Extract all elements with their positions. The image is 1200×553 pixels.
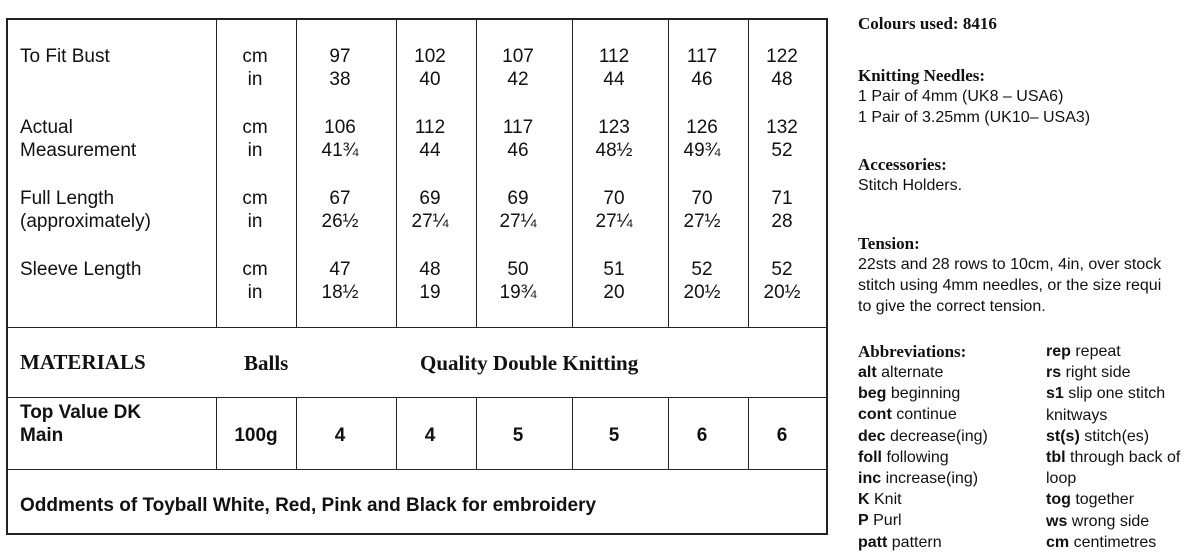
tension-heading: Tension: [858, 234, 920, 253]
ball-quantity: 5 [512, 425, 524, 446]
colours-used: Colours used: 8416 [858, 14, 997, 33]
abbreviation-item [1046, 489, 1134, 510]
abbreviation-item [1046, 341, 1121, 362]
abbreviation-key: P [858, 512, 869, 530]
value-in: 44 [603, 69, 625, 90]
column-divider [476, 20, 477, 327]
value-cm: 69 [419, 188, 441, 209]
ball-quantity: 6 [776, 425, 788, 446]
unit-cm: cm [242, 46, 268, 67]
abbreviation-meaning: repeat [1070, 343, 1121, 360]
value-cm: 122 [766, 46, 798, 67]
tension-line-3: to give the correct tension. [858, 298, 1046, 315]
value-in: 42 [507, 69, 529, 90]
value-in: 20½ [683, 282, 721, 303]
abbreviation-meaning: decrease(ing) [885, 427, 988, 445]
unit-cm: cm [242, 117, 268, 138]
abbreviation-key: beg [858, 385, 887, 403]
value-in: 28 [771, 211, 793, 232]
abbreviation-item [1046, 511, 1149, 532]
value-cm: 132 [766, 117, 798, 138]
value-cm: 71 [771, 188, 793, 209]
value-in: 19 [419, 282, 441, 303]
value-in: 46 [507, 140, 529, 161]
abbreviation-meaning: continue [891, 406, 957, 424]
abbreviation-item [858, 404, 957, 425]
abbreviation-meaning: Purl [868, 512, 902, 530]
value-cm: 117 [502, 117, 534, 138]
abbreviation-item [858, 426, 988, 447]
abbreviation-item [858, 510, 902, 531]
abbreviation-meaning: slip one stitch [1063, 385, 1166, 403]
quality-heading: Quality Double Knitting [420, 351, 639, 375]
abbreviation-meaning: right side [1061, 364, 1131, 382]
accessories-text: Stitch Holders. [858, 177, 963, 194]
unit-cm: cm [242, 188, 268, 209]
tension-line-1: 22sts and 28 rows to 10cm, 4in, over stock [858, 256, 1162, 273]
abbreviations-heading: Abbreviations: [858, 342, 967, 361]
value-in: 27¼ [595, 211, 633, 232]
value-in: 38 [329, 69, 351, 90]
value-in: 46 [691, 69, 713, 90]
abbreviation-key: ws [1046, 512, 1068, 530]
row-divider [8, 469, 826, 470]
abbreviation-item [1046, 532, 1156, 553]
abbreviation-key: K [858, 491, 870, 509]
abbreviation-meaning: through back of [1065, 449, 1181, 466]
measurements-table [6, 18, 828, 535]
abbreviation-meaning: pattern [887, 533, 942, 551]
value-cm: 52 [771, 259, 793, 280]
abbreviation-item [858, 383, 960, 404]
value-cm: 50 [507, 259, 529, 280]
value-cm: 70 [603, 188, 625, 209]
abbreviation-item [1046, 468, 1076, 489]
yarn-colour: Main [20, 425, 64, 446]
abbreviation-key: st(s) [1046, 427, 1080, 445]
value-in: 26½ [321, 211, 359, 232]
value-in: 27¼ [499, 211, 537, 232]
materials-heading: MATERIALS [20, 350, 146, 374]
ball-quantity: 5 [608, 425, 620, 446]
abbreviation-meaning: wrong side [1067, 512, 1150, 530]
abbreviation-item [1046, 426, 1149, 447]
abbreviation-key: patt [858, 533, 888, 551]
abbreviation-key: foll [858, 448, 882, 466]
row-label: To Fit Bust [20, 46, 110, 67]
abbreviation-key: tog [1046, 491, 1071, 509]
value-in: 48½ [595, 140, 633, 161]
value-in: 19¾ [499, 282, 537, 303]
needles-line-2: 1 Pair of 3.25mm (UK10– USA3) [858, 109, 1091, 126]
value-cm: 47 [329, 259, 351, 280]
needles-line-1: 1 Pair of 4mm (UK8 – USA6) [858, 88, 1064, 105]
abbreviation-meaning: together [1070, 491, 1135, 509]
abbreviation-meaning: Knit [869, 491, 902, 509]
value-in: 44 [419, 140, 441, 161]
balls-heading: Balls [244, 351, 289, 375]
abbreviation-key: tbl [1046, 449, 1066, 466]
column-divider [572, 397, 573, 469]
value-cm: 97 [329, 46, 351, 67]
unit-cm: cm [242, 259, 268, 280]
row-label: Full Length [20, 188, 115, 209]
yarn-name: Top Value DK [20, 402, 142, 423]
oddments-note: Oddments of Toyball White, Red, Pink and Black for embroidery [20, 495, 597, 516]
unit-in: in [247, 282, 263, 303]
column-divider [296, 397, 297, 469]
value-cm: 52 [691, 259, 713, 280]
abbreviation-item [1046, 447, 1180, 468]
abbreviation-item [1046, 362, 1131, 383]
column-divider [476, 397, 477, 469]
abbreviation-key: cm [1046, 533, 1070, 551]
abbreviation-key: rep [1046, 343, 1071, 360]
abbreviation-meaning: alternate [876, 364, 944, 381]
unit-in: in [247, 211, 263, 232]
unit-in: in [247, 140, 263, 161]
value-cm: 102 [414, 46, 446, 67]
abbreviation-key: rs [1046, 364, 1062, 382]
ball-quantity: 4 [424, 425, 436, 446]
accessories-heading: Accessories: [858, 155, 947, 174]
abbreviation-meaning: stitch(es) [1079, 427, 1150, 445]
column-divider [572, 20, 573, 327]
value-cm: 48 [419, 259, 441, 280]
abbreviation-item [1046, 405, 1107, 426]
value-in: 52 [771, 140, 793, 161]
value-cm: 70 [691, 188, 713, 209]
abbreviation-meaning: loop [1046, 470, 1077, 488]
value-cm: 51 [603, 259, 625, 280]
abbreviation-item [858, 447, 949, 468]
row-label: (approximately) [20, 211, 151, 232]
value-in: 27½ [683, 211, 721, 232]
row-label: Actual [20, 117, 73, 138]
abbreviation-key: alt [858, 364, 877, 381]
row-label: Sleeve Length [20, 259, 142, 280]
abbreviation-meaning: beginning [886, 385, 961, 403]
unit-in: in [247, 69, 263, 90]
abbreviation-item [858, 532, 942, 553]
ball-quantity: 4 [334, 425, 346, 446]
abbreviation-key: s1 [1046, 385, 1064, 403]
value-cm: 106 [324, 117, 356, 138]
abbreviation-key: inc [858, 470, 882, 487]
value-cm: 117 [686, 46, 718, 67]
value-in: 20½ [763, 282, 801, 303]
value-in: 48 [771, 69, 793, 90]
value-cm: 112 [414, 117, 446, 138]
ball-weight: 100g [234, 425, 278, 446]
value-in: 49¾ [683, 140, 721, 161]
abbreviation-item [858, 468, 978, 489]
value-in: 40 [419, 69, 441, 90]
value-cm: 126 [686, 117, 718, 138]
row-label: Measurement [20, 140, 137, 161]
value-in: 41¾ [321, 140, 359, 161]
abbreviation-key: cont [858, 406, 892, 424]
abbreviation-item [858, 362, 943, 383]
abbreviation-key: dec [858, 427, 886, 445]
value-cm: 112 [598, 46, 630, 67]
value-cm: 123 [598, 117, 630, 138]
value-cm: 69 [507, 188, 529, 209]
needles-heading: Knitting Needles: [858, 66, 986, 85]
value-cm: 107 [502, 46, 534, 67]
abbreviation-meaning: centimetres [1069, 533, 1157, 551]
row-divider [8, 327, 826, 328]
abbreviation-item [858, 489, 902, 510]
abbreviation-meaning: increase(ing) [881, 470, 979, 487]
abbreviation-meaning: knitways [1046, 406, 1108, 424]
row-divider [8, 397, 826, 398]
abbreviation-item [1046, 383, 1165, 404]
abbreviation-meaning: following [882, 448, 949, 466]
tension-line-2: stitch using 4mm needles, or the size requi [858, 277, 1162, 294]
value-in: 18½ [321, 282, 359, 303]
column-divider [296, 20, 297, 327]
value-in: 27¼ [411, 211, 449, 232]
ball-quantity: 6 [696, 425, 708, 446]
column-divider [216, 20, 217, 327]
value-in: 20 [603, 282, 625, 303]
value-cm: 67 [329, 188, 351, 209]
